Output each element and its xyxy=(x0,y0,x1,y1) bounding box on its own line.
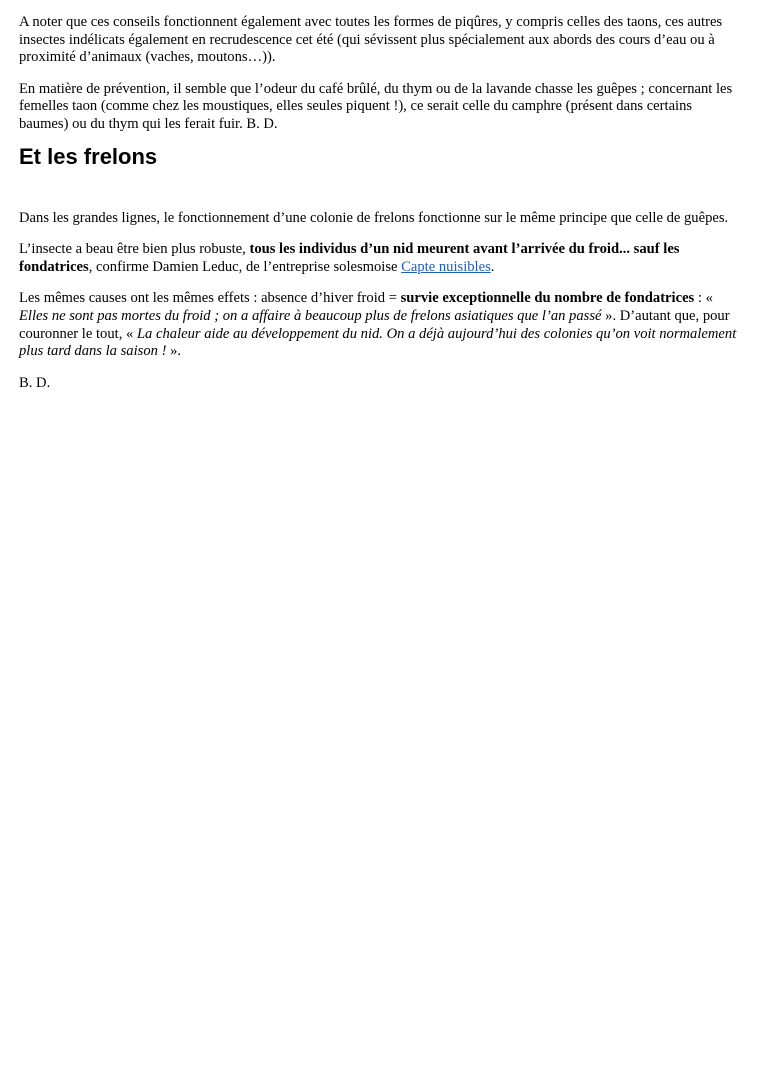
bold-emphasis: survie exceptionnelle du nombre de fondatrices xyxy=(400,290,695,307)
document-page xyxy=(19,14,745,406)
paragraph-text: : « xyxy=(694,290,713,307)
bold-emphasis: tous les individus d’un nid meurent avant l’arrivée du froid... sauf les fondatrices xyxy=(19,241,680,275)
italic-quote: La chaleur aide au développement du nid. On a déjà aujourd’hui des colonies qu’on voit normalement plus tard dans la saison ! xyxy=(19,325,737,360)
intro-paragraph-1: A noter que ces conseils fonctionnent également avec toutes les formes de piqûres, y compris celles des taons, ces autres insectes indélicats également en recrudescence cet été (qui sévissent plus spécialement aux abords des cours d’eau ou à proximité d’animaux (vaches, moutons…)). xyxy=(19,14,723,66)
section-paragraph-3 xyxy=(19,290,745,360)
intro-paragraph-2: En matière de prévention, il semble que l’odeur du café brûlé, du thym ou de la lavande chasse les guêpes ; concernant les femelles taon (comme chez les moustiques, elles seules piquent !), ce serait celle du camphre (présent dans certains baumes) ou du thym qui les ferait fuir. B. D. xyxy=(19,80,733,132)
paragraph-text: . xyxy=(490,258,495,275)
signature: B. D. xyxy=(19,374,51,391)
paragraph-text: L’insecte a beau être bien plus robuste, xyxy=(19,241,250,258)
italic-quote: Elles ne sont pas mortes du froid ; on a affaire à beaucoup plus de frelons asiatiques que l’an passé xyxy=(19,307,602,324)
paragraph-text: , confirme Damien Leduc, de l’entreprise solesmoise xyxy=(88,258,402,275)
paragraph-text: ». xyxy=(166,343,182,360)
section-heading: Et les frelons xyxy=(19,143,158,169)
paragraph-text: Les mêmes causes ont les mêmes effets : absence d’hiver froid = xyxy=(19,290,401,307)
section-paragraph-2 xyxy=(19,241,745,276)
capte-nuisibles-link[interactable]: Capte nuisibles xyxy=(401,258,491,275)
paragraph-text: ». D’autant que, pour couronner le tout, « xyxy=(19,307,730,342)
section-paragraph-1: Dans les grandes lignes, le fonctionnement d’une colonie de frelons fonctionne sur le même principe que celle de guêpes. xyxy=(19,209,729,226)
